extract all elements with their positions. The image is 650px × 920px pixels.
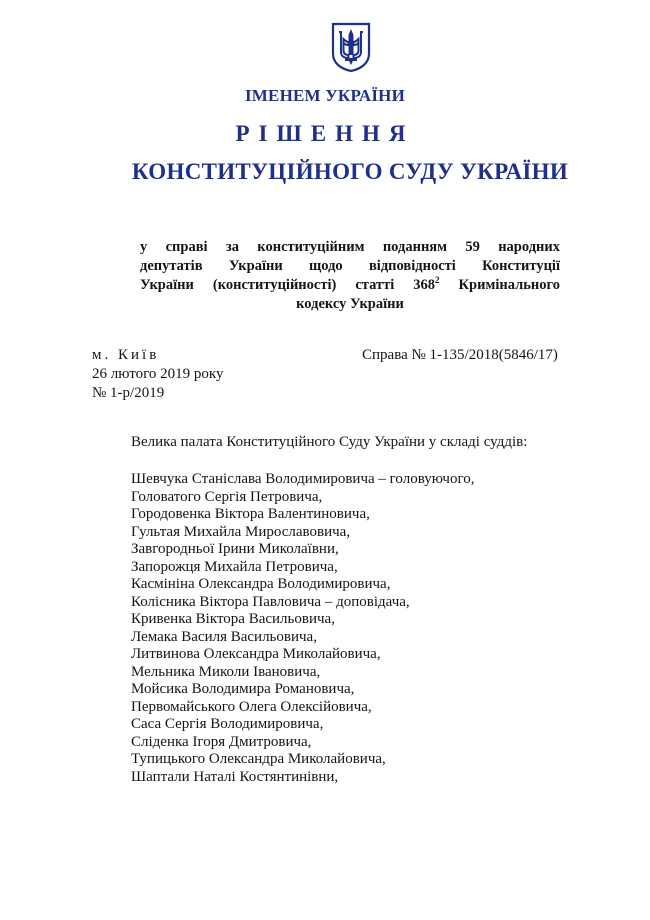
case-subject-line-3-suffix: Кримінального (439, 277, 560, 293)
court-name-heading: КОНСТИТУЦІЙНОГО СУДУ УКРАЇНИ (131, 159, 569, 184)
judge-item: Сліденка Ігоря Дмитровича, (131, 733, 312, 750)
judge-item: Первомайського Олега Олексійовича, (131, 698, 372, 715)
judge-item: Запорожця Михайла Петровича, (131, 558, 338, 575)
judge-item: Завгородньої Ірини Миколаївни, (131, 541, 339, 557)
decision-number: № 1-р/2019 (92, 385, 165, 401)
judge-item: Касмініна Олександра Володимировича, (131, 576, 391, 592)
decision-meta (92, 346, 223, 403)
case-subject-line-1: у справі за конституційним поданням 59 народних (140, 239, 560, 255)
judge-item: Мойсика Володимира Романовича, (131, 681, 355, 697)
city: м. Київ (92, 347, 160, 363)
article-superscript: 2 (435, 275, 440, 285)
judge-item: Гультая Михайла Мирославовича, (131, 523, 351, 540)
in-the-name-of-ukraine-heading: ІМЕНЕМ УКРАЇНИ (244, 86, 405, 105)
case-subject-line-2: депутатів України щодо відповідності Конституції (140, 258, 560, 274)
judge-item: Тупицького Олександра Миколайовича, (131, 751, 386, 767)
judge-item: Шаптали Наталі Костянтинівни, (131, 768, 339, 785)
trident-emblem-icon (331, 22, 371, 72)
judge-item: Городовенка Віктора Валентиновича, (131, 506, 370, 522)
judge-item: Литвинова Олександра Миколайовича, (131, 646, 381, 662)
case-subject-line-3-prefix: України (конституційності) статті 368 (140, 277, 436, 293)
case-subject-line-3 (140, 276, 560, 295)
judge-item: Головатого Сергія Петровича, (131, 488, 323, 505)
judge-item: Кривенка Віктора Васильовича, (131, 611, 335, 627)
judge-item: Мельника Миколи Івановича, (131, 663, 321, 680)
case-subject (140, 238, 560, 314)
case-number: Справа № 1-135/2018(5846/17) (362, 347, 558, 363)
decision-heading: РІШЕННЯ (235, 121, 415, 146)
judge-item: Колісника Віктора Павловича – доповідача, (131, 593, 410, 610)
panel-intro: Велика палата Конституційного Суду України у складі суддів: (131, 434, 528, 450)
judge-item: Саса Сергія Володимировича, (131, 716, 324, 732)
case-subject-line-4: кодексу України (296, 296, 404, 312)
judge-item: Лемака Василя Васильовича, (131, 628, 317, 645)
judge-item: Шевчука Станіслава Володимировича – головуючого, (131, 471, 475, 487)
judges-list (131, 471, 475, 786)
decision-date: 26 лютого 2019 року (92, 366, 224, 382)
